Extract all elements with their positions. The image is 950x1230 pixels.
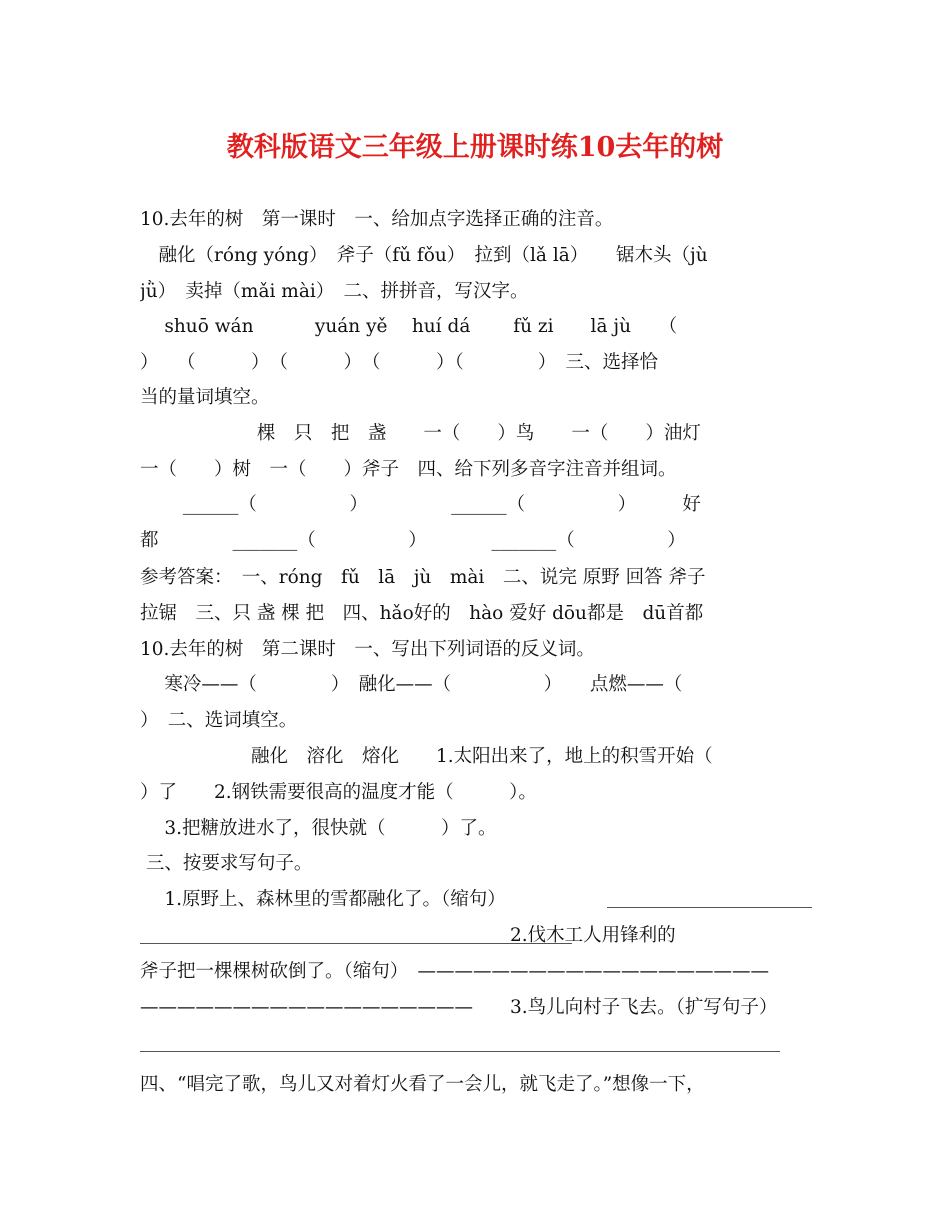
answer-line — [607, 907, 812, 908]
text-line: 3.把糖放进水了，很快就（ ）了。 — [140, 818, 497, 839]
text-line: ） （ ） （ ） （ ）（ ） 三、选择恰 — [140, 352, 659, 373]
text-line: ）了 2.钢铁需要很高的温度才能（ ）。 — [140, 782, 537, 803]
text-line: 棵 只 把 盏 一（ ）鸟 一（ ）油灯 — [140, 423, 701, 444]
text-line: shuō wán yuán yě huí dá fǔ zi lā jù （ — [140, 316, 678, 337]
text-line: 10.去年的树 第二课时 一、写出下列词语的反义词。 — [140, 639, 595, 660]
text-line: 斧子把一棵棵树砍倒了。（缩句） ——————————————————— — [140, 961, 770, 982]
text-line: ______（ ） ______（ ） 好 — [140, 494, 701, 515]
text-line: 融化 溶化 熔化 1.太阳出来了，地上的积雪开始（ — [140, 746, 713, 767]
text-line: jǜ） 卖掉（mǎi mài） 二、拼拼音，写汉字。 — [140, 281, 529, 302]
text-line: ） 二、选词填空。 — [140, 710, 298, 731]
text-line: 四、“唱完了歌，鸟儿又对着灯火看了一会儿，就飞走了。”想像一下， — [140, 1074, 705, 1095]
text-line: 一（ ）树 一（ ）斧子 四、给下列多音字注音并组词。 — [140, 459, 677, 480]
text-line: 2.伐木工人用锋利的 — [140, 925, 676, 946]
document-title: 教科版语文三年级上册课时练10去年的树 — [226, 132, 724, 163]
text-line: 10.去年的树 第一课时 一、给加点字选择正确的注音。 — [140, 209, 614, 230]
text-line: 融化（róng yóng） 斧子（fǔ fǒu） 拉到（lǎ lā） 锯木头（jù — [140, 245, 708, 266]
text-line: 1.原野上、森林里的雪都融化了。（缩句） — [140, 889, 506, 910]
text-line: 寒冷——（ ） 融化——（ ） 点燃——（ — [140, 674, 683, 695]
text-line: 参考答案： 一、róng fǔ lā jù mài 二、说完 原野 回答 斧子 — [140, 567, 706, 588]
text-line — [140, 1026, 812, 1062]
text-line: 当的量词填空。 — [140, 387, 270, 408]
text-line: 都 _______（ ） _______（ ） — [140, 530, 686, 551]
answer-line — [140, 1051, 780, 1052]
text-line: —————————————————— 3.鸟儿向村子飞去。（扩写句子） — [140, 997, 778, 1018]
answer-line — [140, 943, 572, 944]
text-line: 拉锯 三、只 盏 棵 把 四、hǎo好的 hào 爱好 dōu都是 dū首都 — [140, 603, 704, 624]
text-line: 三、按要求写句子。 — [140, 853, 313, 874]
